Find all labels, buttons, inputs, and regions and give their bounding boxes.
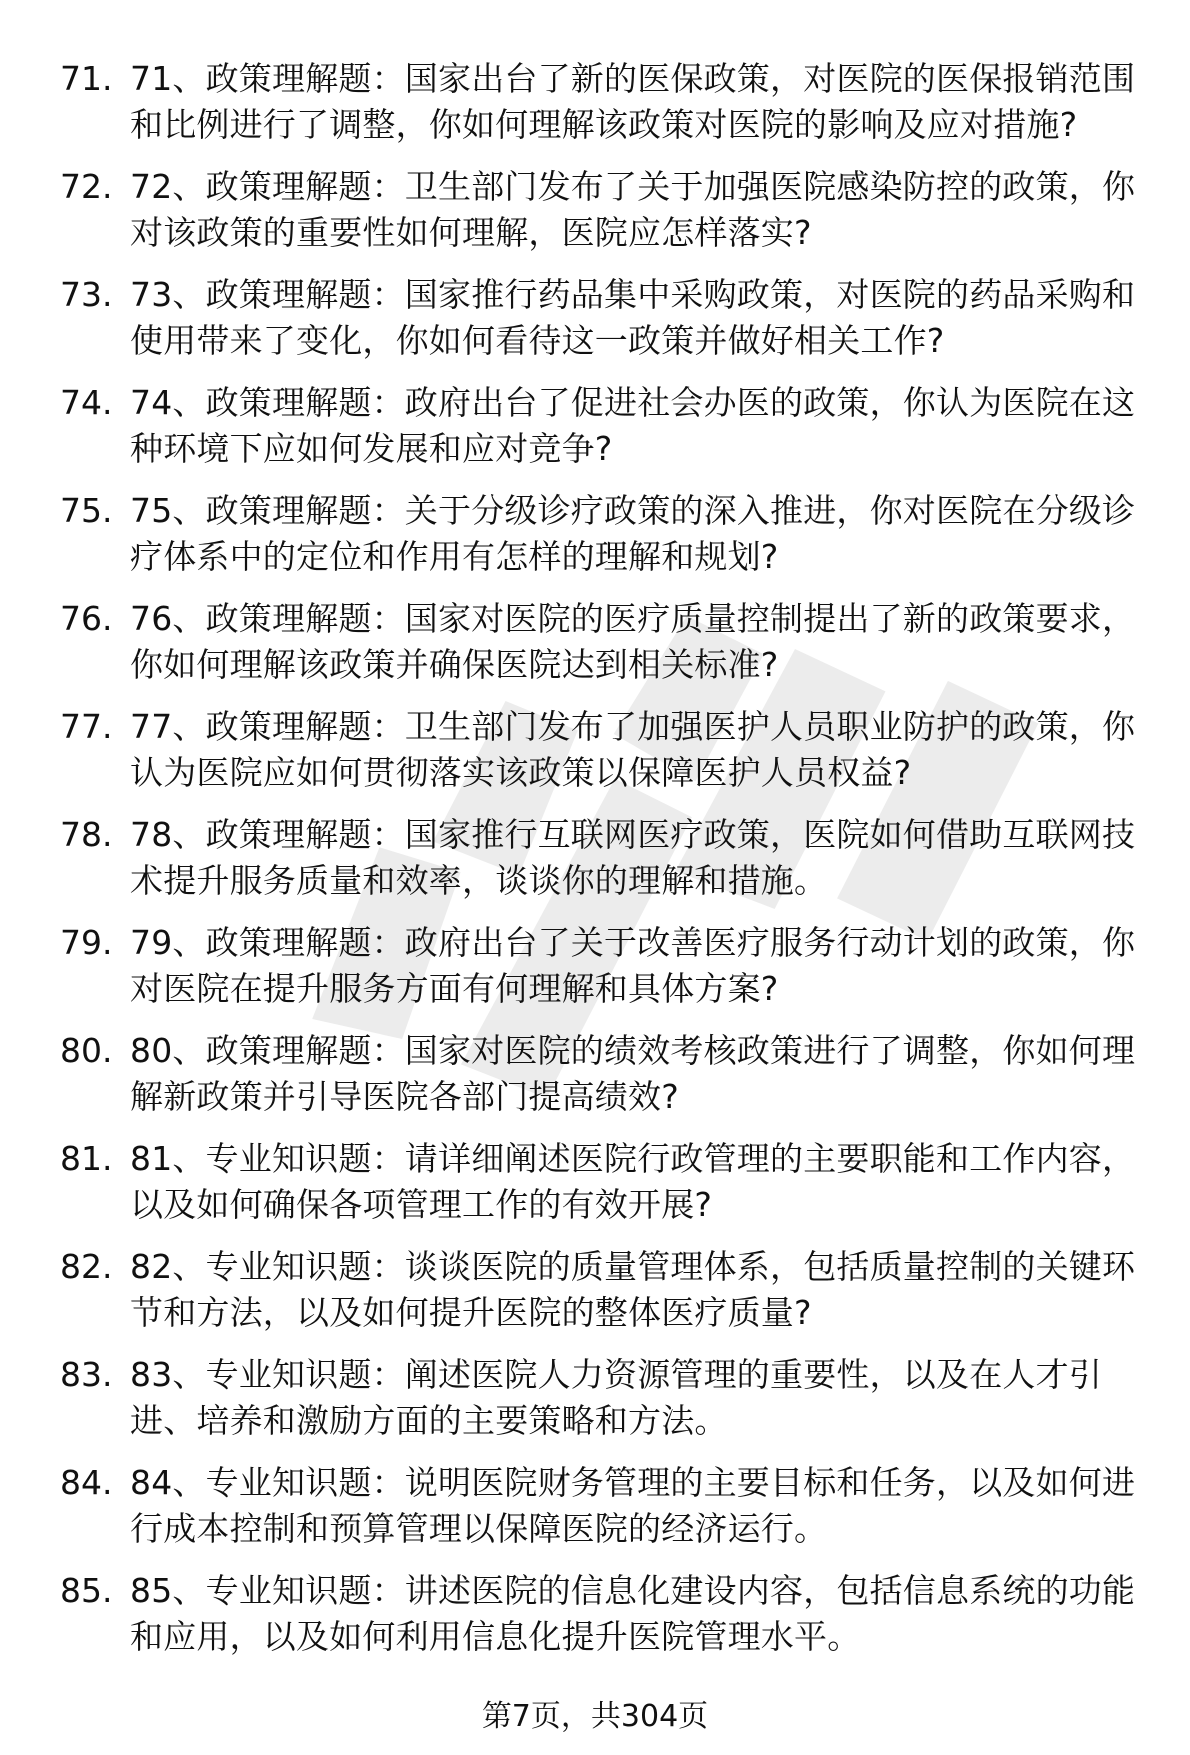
question-text: 85、专业知识题：讲述医院的信息化建设内容，包括信息系统的功能和应用，以及如何利用信息化提升医院管理水平。 [130,1571,1136,1656]
question-text: 74、政策理解题：政府出台了促进社会办医的政策，你认为医院在这种环境下应如何发展和应对竞争? [130,383,1136,468]
question-text: 79、政策理解题：政府出台了关于改善医疗服务行动计划的政策，你对医院在提升服务方面有何理解和具体方案? [130,923,1136,1008]
question-item [0,380,1190,488]
question-item [0,272,1190,380]
question-number: 75. [60,491,113,530]
question-text: 77、政策理解题：卫生部门发布了加强医护人员职业防护的政策，你认为医院应如何贯彻落实该政策以保障医护人员权益? [130,707,1136,792]
question-number: 84. [60,1463,113,1502]
question-number: 78. [60,815,113,854]
question-number: 73. [60,275,113,314]
question-text: 76、政策理解题：国家对医院的医疗质量控制提出了新的政策要求，你如何理解该政策并确保医院达到相关标准? [130,599,1136,684]
question-number: 81. [60,1139,113,1178]
page-footer: 第7页，共304页 [481,1699,709,1734]
question-text: 82、专业知识题：谈谈医院的质量管理体系，包括质量控制的关键环节和方法，以及如何提升医院的整体医疗质量? [130,1247,1136,1332]
question-text: 78、政策理解题：国家推行互联网医疗政策，医院如何借助互联网技术提升服务质量和效率，谈谈你的理解和措施。 [130,815,1136,900]
question-number: 77. [60,707,113,746]
question-text: 83、专业知识题：阐述医院人力资源管理的重要性，以及在人才引进、培养和激励方面的主要策略和方法。 [130,1355,1102,1440]
question-item [0,1136,1190,1244]
question-number: 71. [60,59,113,98]
question-number: 79. [60,923,113,962]
question-text: 71、政策理解题：国家出台了新的医保政策，对医院的医保报销范围和比例进行了调整，你如何理解该政策对医院的影响及应对措施? [130,59,1136,144]
question-item [0,1028,1190,1136]
question-number: 83. [60,1355,113,1394]
question-number: 76. [60,599,113,638]
question-item [0,164,1190,272]
question-text: 84、专业知识题：说明医院财务管理的主要目标和任务，以及如何进行成本控制和预算管理以保障医院的经济运行。 [130,1463,1136,1548]
question-item [0,488,1190,596]
question-number: 72. [60,167,113,206]
question-text: 73、政策理解题：国家推行药品集中采购政策，对医院的药品采购和使用带来了变化，你如何看待这一政策并做好相关工作? [130,275,1136,360]
question-item [0,596,1190,704]
question-number: 82. [60,1247,113,1286]
question-item [0,1568,1190,1676]
question-number: 74. [60,383,113,422]
question-item [0,56,1190,164]
question-item [0,1244,1190,1352]
question-item [0,1352,1190,1460]
question-text: 72、政策理解题：卫生部门发布了关于加强医院感染防控的政策，你对该政策的重要性如何理解，医院应怎样落实? [130,167,1136,252]
question-item [0,1460,1190,1568]
question-number: 80. [60,1031,113,1070]
question-text: 80、政策理解题：国家对医院的绩效考核政策进行了调整，你如何理解新政策并引导医院各部门提高绩效? [130,1031,1136,1116]
question-number: 85. [60,1571,113,1610]
question-text: 81、专业知识题：请详细阐述医院行政管理的主要职能和工作内容，以及如何确保各项管理工作的有效开展? [130,1139,1136,1224]
question-text: 75、政策理解题：关于分级诊疗政策的深入推进，你对医院在分级诊疗体系中的定位和作用有怎样的理解和规划? [130,491,1136,576]
question-item [0,812,1190,920]
question-list [0,56,1190,1676]
question-item [0,920,1190,1028]
question-item [0,704,1190,812]
